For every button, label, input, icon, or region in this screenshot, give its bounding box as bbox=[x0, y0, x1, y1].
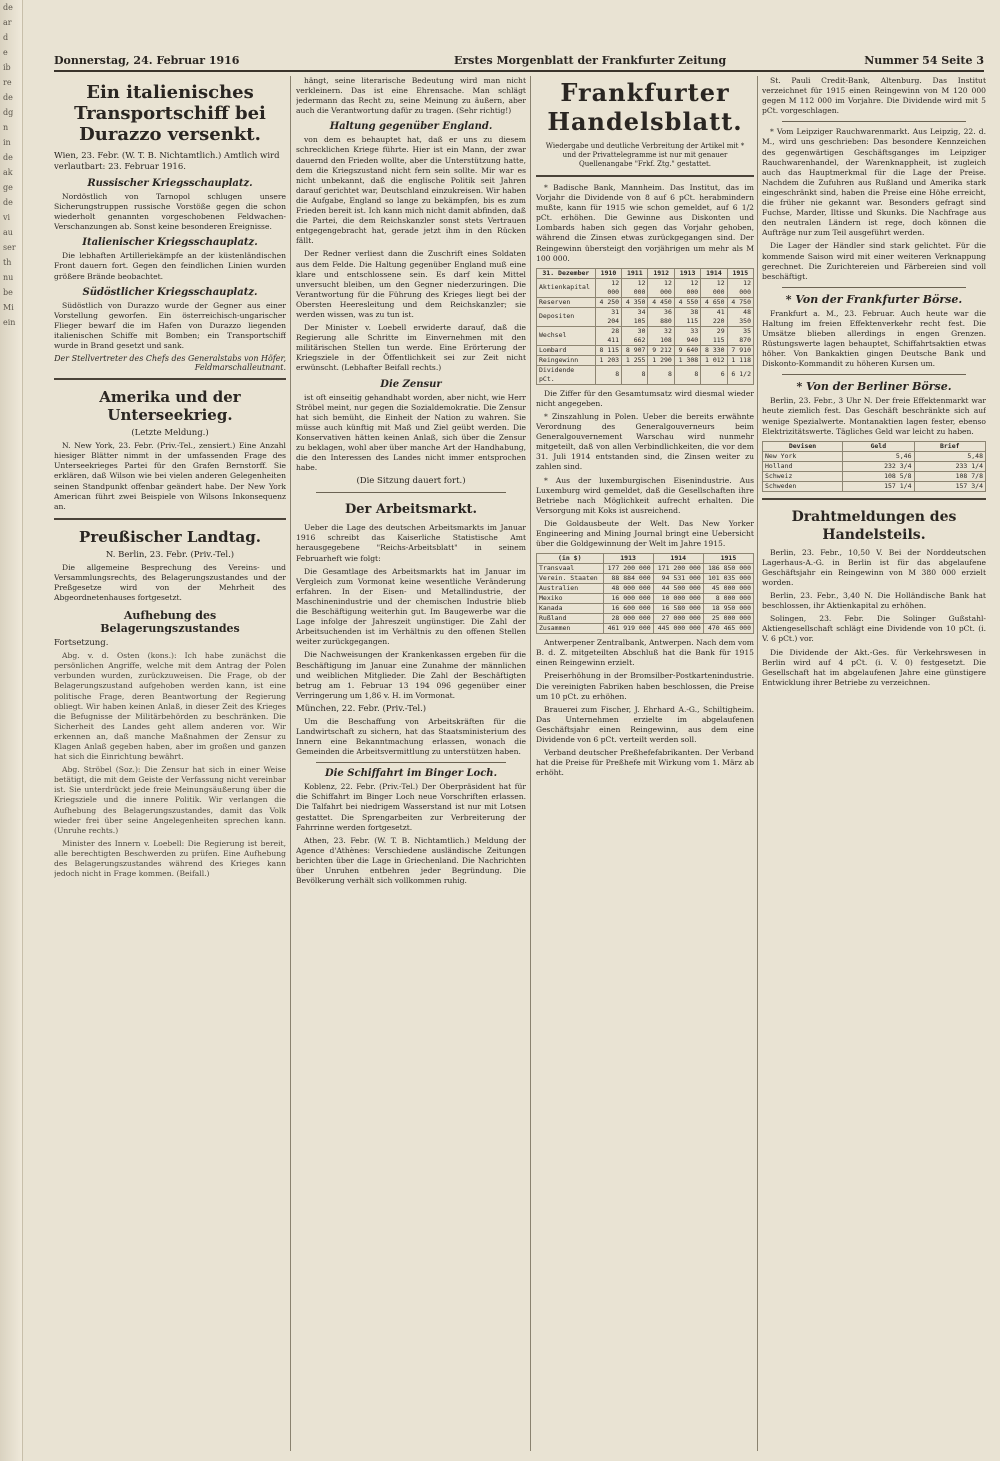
table-cell: 12 000 bbox=[648, 278, 674, 297]
table-row bbox=[537, 614, 754, 624]
newspaper-page bbox=[24, 0, 994, 1461]
gold-table bbox=[536, 553, 754, 634]
table-cell: Zusammen bbox=[537, 624, 604, 634]
table-row bbox=[537, 345, 754, 355]
table-cell: 30 662 bbox=[622, 326, 648, 345]
paragraph: Die Lager der Händler sind stark gelichtet. Für die kommende Saison wird mit einer weiteren Verknappung gerechnet. Die Zurichtereien und Färbereien sind voll beschäftigt. bbox=[762, 241, 986, 281]
header-masthead: Erstes Morgenblatt der Frankfurter Zeitung bbox=[454, 54, 727, 67]
table-cell: Australien bbox=[537, 584, 604, 594]
gutter-fragment: in bbox=[3, 138, 11, 147]
paragraph: hängt, seine literarische Bedeutung wird man nicht verkleinern. Das ist eine Ehrensache. Man schlägt jedermann das Recht zu, seine Meinung zu äußern, aber auch die Verantwortung dafür zu tragen. (Sehr richtig!) bbox=[296, 76, 526, 116]
table-row bbox=[537, 624, 754, 634]
table-cell: Wechsel bbox=[537, 326, 596, 345]
table-cell: Aktienkapital bbox=[537, 278, 596, 297]
table-header-cell: Devisen bbox=[763, 441, 843, 451]
table-cell: 16 000 000 bbox=[603, 594, 653, 604]
page-header bbox=[54, 52, 984, 72]
column-2 bbox=[296, 76, 526, 1451]
paragraph: * Badische Bank, Mannheim. Das Institut, das im Vorjahr die Dividende von 8 auf 6 pCt. herabmindern mußte, kann für 1915 wie schon gemeldet, auf 6 1/2 pCt. erhöhen. Die Gewinne aus Diskonten und Lombards haben sich gegen das Vorjahr gehoben, während die Zinsen etwas zurückgegangen sind. Der Reingewinn übersteigt den vorjährigen um mehr als M 100 000. bbox=[536, 183, 754, 263]
paragraph: Minister des Innern v. Loebell: Die Regierung ist bereit, alle berechtigten Beschwerden zu prüfen. Eine Aufhebung des Belagerungszustandes während des Krieges kann jedoch nicht in Frage kommen. (Beifall.) bbox=[54, 838, 286, 879]
table-cell: 44 500 000 bbox=[653, 584, 703, 594]
headline-america: Amerika und der Unterseekrieg. bbox=[99, 388, 241, 425]
table-cell: Kanada bbox=[537, 604, 604, 614]
table-row bbox=[763, 451, 986, 461]
table-header-cell: 31. Dezember bbox=[537, 268, 596, 278]
table-cell: 8 bbox=[648, 365, 674, 384]
gutter-fragment: au bbox=[3, 228, 13, 237]
gutter-fragment: de bbox=[3, 198, 13, 207]
table-cell: 12 000 bbox=[674, 278, 700, 297]
table-cell: 29 115 bbox=[701, 326, 727, 345]
table-cell: 470 465 000 bbox=[703, 624, 753, 634]
table-row bbox=[537, 594, 754, 604]
table-cell: 1 308 bbox=[674, 355, 700, 365]
table-row bbox=[537, 297, 754, 307]
table-cell: 10 000 000 bbox=[653, 594, 703, 604]
table-cell: 41 220 bbox=[701, 307, 727, 326]
paragraph: Der Minister v. Loebell erwiderte darauf, daß die Regierung alle Schritte im Einvernehmen mit den militärischen Stellen tun werde. Eine Erörterung der Kriegsziele in der Öffentlichkeit sei zur Zeit nicht erwünscht. (Lebhafter Beifall rechts.) bbox=[296, 323, 526, 373]
headline-transport-ship: Ein italienisches Transportschiff bei Durazzo versenkt. bbox=[74, 82, 266, 145]
header-date: Donnerstag, 24. Februar 1916 bbox=[54, 54, 240, 67]
table-header-cell: 1910 bbox=[595, 268, 621, 278]
section-heading: Haltung gegenüber England. bbox=[329, 121, 493, 133]
paragraph: von dem es behauptet hat, daß er uns zu diesem schrecklichen Kriege führte. Hier ist ein Mann, der zwar dauernd den Frieden wollte, aber die Unterstützung hatte, dem die Kriegszustand nicht fern sein sollte. Mir war es nicht unbekannt, daß die englische Politik seit Jahren darauf gerichtet war, Deutschland einzukreisen. Wir haben die Aufgabe, England so lange zu bekämpfen, bis es zum Frieden bereit ist. Ich kann mich nicht damit abfinden, daß die Partei, die dem Reichskanzler sonst stets Vertrauen entgegengebracht hat, gerade jetzt ihm in den Rücken fällt. bbox=[296, 135, 526, 246]
table-cell: 8 330 bbox=[701, 345, 727, 355]
table-row bbox=[537, 365, 754, 384]
paragraph: Die Nachweisungen der Krankenkassen ergeben für die Beschäftigung im Januar eine Zunahme der männlichen und weiblichen Mitglieder. Die Zahl der Beschäftigten betrug am 1. Februar 13 194 096 gegenüber einer Verringerung um 1,86 v. H. im Vormonat. bbox=[296, 650, 526, 700]
dateline: München, 22. Febr. (Priv.-Tel.) bbox=[296, 703, 427, 714]
table-cell: Verein. Staaten bbox=[537, 574, 604, 584]
table-row bbox=[537, 574, 754, 584]
headline-landtag: Preußischer Landtag. bbox=[79, 527, 261, 546]
paragraph: Die Gesamtlage des Arbeitsmarkts hat im Januar im Vergleich zum Vormonat keine wesentliche Veränderung erfahren. In der Eisen- und Metallindustrie, der Maschinenindustrie und der chemischen Industrie blieb die Beschäftigung weiterhin gut. Im Baugewerbe war die Lage infolge der Jahreszeit ungünstiger. Die Zahl der Arbeitsuchenden ist im Verhältnis zu den offenen Stellen weiter zurückgegangen. bbox=[296, 566, 526, 647]
table-cell: 232 3/4 bbox=[843, 461, 914, 471]
gutter-fragment: Mi bbox=[3, 303, 14, 312]
divider bbox=[782, 287, 966, 288]
table-cell: 16 600 000 bbox=[603, 604, 653, 614]
column-4 bbox=[762, 76, 986, 1451]
table-cell: 25 000 000 bbox=[703, 614, 753, 624]
paragraph: * Zinszahlung in Polen. Ueber die bereits erwähnte Verordnung des Generalgouverneurs beim Generalgouvernement Warschau wird nunmehr mitgeteilt, daß von allen Verbindlichkeiten, die vor dem 31. Juli 1914 entstanden sind, die Zinsen weiter zu zahlen sind. bbox=[536, 411, 754, 472]
table-row bbox=[537, 307, 754, 326]
paragraph: ist oft einseitig gehandhabt worden, aber nicht, wie Herr Ströbel meint, nur gegen die Sozialdemokratie. Die Zensur hat sich bemüht, die Einheit der Nation zu wahren. Sie müsse auch künftig mit Maß und Ziel geübt werden. Die Konservativen hätten keinen Anlaß, sich über die Zensur zu beklagen, wohl aber über manche Art der Handhabung, die den Interessen des Landes nicht immer entsprochen habe. bbox=[296, 392, 526, 473]
column-rule bbox=[290, 76, 291, 1451]
table-cell: 157 1/4 bbox=[843, 481, 914, 491]
paragraph: Abg. v. d. Osten (kons.): Ich habe zunächst die persönlichen Angriffe, welche mit dem Antrag der Polen verbunden wurden, zurückzuweisen. Die Frage, ob der Belagerungszustand aufgehoben werden kann, ist eine politische Frage, deren Beantwortung der Regierung obliegt. Wir haben keinen Anlaß, in dieser Zeit des Krieges die Befugnisse der Militärbehörden zu beschränken. Die Sicherheit des Landes geht allem anderen vor. Wir erkennen an, daß manche Maßnahmen der Zensur zu Klagen Anlaß gegeben haben, aber im großen und ganzen hat sich die Einrichtung bewährt. bbox=[54, 651, 286, 762]
table-cell: 4 350 bbox=[622, 297, 648, 307]
table-cell: 4 250 bbox=[595, 297, 621, 307]
table-cell: Schweiz bbox=[763, 471, 843, 481]
paragraph: Abg. Ströbel (Soz.): Die Zensur hat sich in einer Weise betätigt, die mit dem Geiste der Verfassung nicht vereinbar ist. Sie unterdrückt jede freie Meinungsäußerung über die Kriegsziele und die innere Politik. Wir verlangen die Aufhebung des Belagerungszustandes, damit das Volk wieder frei über seine Angelegenheiten sprechen kann. (Unruhe rechts.) bbox=[54, 765, 286, 835]
column-1 bbox=[54, 76, 286, 1451]
gutter-fragment: th bbox=[3, 258, 12, 267]
table-cell: Depositen bbox=[537, 307, 596, 326]
table-cell: 157 3/4 bbox=[914, 481, 985, 491]
book-gutter bbox=[0, 0, 23, 1461]
paragraph: Athen, 23. Febr. (W. T. B. Nichtamtlich.) Meldung der Agence d'Athènes: Verschiedene ausländische Zeitungen berichten über die Lage in Griechenland. Die Nachrichten über Unruhen entbehren jeder Begründung. Die Bevölkerung verhält sich vollkommen ruhig. bbox=[296, 835, 526, 886]
table-cell: 34 105 bbox=[622, 307, 648, 326]
table-cell: 108 5/8 bbox=[843, 471, 914, 481]
signature: Der Stellvertreter des Chefs des Generalstabs von Höfer, Feldmarschalleutnant. bbox=[54, 354, 286, 373]
paragraph: Antwerpener Zentralbank, Antwerpen. Nach dem vom B. d. Z. mitgeteilten Abschluß hat die Bank für 1915 einen Reingewinn erzielt. bbox=[536, 638, 754, 668]
paragraph: Nordöstlich von Tarnopol schlugen unsere Sicherungstruppen russische Vorstöße gegen die schon wiederholt genannten vorgeschobenen Feldwachen-Verschanzungen ab. Sonst keine besonderen Ereignisse. bbox=[54, 192, 286, 232]
gutter-fragment: n bbox=[3, 123, 9, 132]
paragraph: Um die Beschaffung von Arbeitskräften für die Landwirtschaft zu sichern, hat das Staatsministerium des Innern eine Bekanntmachung erlassen, wonach die Gemeinden die Arbeitsvermittlung zu unterstützen haben. bbox=[296, 716, 526, 757]
subheading: Fortsetzung. bbox=[54, 638, 109, 649]
reproduction-notice: Wiedergabe und deutliche Verbreitung der Artikel mit * und der Privattelegramme ist nur mit genauer Quellenangabe "Frkf. Ztg." gestattet. bbox=[545, 142, 745, 168]
table-cell: Transvaal bbox=[537, 564, 604, 574]
paragraph: Solingen, 23. Febr. Die Solinger Gußstahl-Aktiengesellschaft schlägt eine Dividende von 10 pCt. (i. V. 6 pCt.) vor. bbox=[762, 614, 986, 644]
paragraph: Brauerei zum Fischer, J. Ehrhard A.-G., Schiltigheim. Das Unternehmen erzielte im abgelaufenen Geschäftsjahr einen Reingewinn, aus dem eine Dividende von 6 pCt. verteilt werden soll. bbox=[536, 704, 754, 744]
section-heading: Italienischer Kriegsschauplatz. bbox=[82, 237, 258, 249]
table-cell: 108 7/8 bbox=[914, 471, 985, 481]
table-cell: 48 350 bbox=[727, 307, 753, 326]
gutter-fragment: re bbox=[3, 78, 12, 87]
gutter-fragment: ar bbox=[3, 18, 12, 27]
table-cell: 4 550 bbox=[674, 297, 700, 307]
table-cell: Mexiko bbox=[537, 594, 604, 604]
table-cell: 48 000 000 bbox=[603, 584, 653, 594]
paragraph: * Vom Leipziger Rauchwarenmarkt. Aus Leipzig, 22. d. M., wird uns geschrieben: Das besondere Kennzeichen des gegenwärtigen Geschäftsganges im Leipziger Rauchwarenhandel, der Warenknappheit, ist zugleich auch das Hauptmerkmal für die Lage der Preise. Nachdem die Zufuhren aus Rußland und Amerika stark eingeschränkt sind, haben die Preise eine Höhe erreicht, die früher nie gekannt war. Besonders gefragt sind Fuchse, Marder, Iltisse und Skunks. Die Nachfrage aus den neutralen Ländern ist rege, doch können die Aufträge nur zum Teil ausgeführt werden. bbox=[762, 127, 986, 238]
table-cell: 27 000 000 bbox=[653, 614, 703, 624]
gutter-fragment: ak bbox=[3, 168, 13, 177]
table-cell: 12 000 bbox=[701, 278, 727, 297]
paragraph: Berlin, 23. Febr., 3,40 N. Die Holländische Bank hat beschlossen, ihr Aktienkapital zu erhöhen. bbox=[762, 591, 986, 611]
table-cell: 8 bbox=[595, 365, 621, 384]
gutter-fragment: ge bbox=[3, 183, 13, 192]
table-row bbox=[763, 481, 986, 491]
divider bbox=[782, 374, 966, 375]
table-row bbox=[537, 355, 754, 365]
paragraph: Südöstlich von Durazzo wurde der Gegner aus einer Vorstellung geworfen. Ein österreichisch-ungarischer Flieger bewarf die im Hafen von Durazzo liegenden italienischen Schiffe mit Bomben; ein Transportschiff wurde in Brand gesetzt und sank. bbox=[54, 300, 286, 351]
paragraph: Berlin, 23. Febr., 10,50 V. Bei der Norddeutschen Lagerhaus-A.-G. in Berlin ist für das abgelaufene Geschäftsjahr ein Reingewinn von M 380 000 erzielt worden. bbox=[762, 547, 986, 587]
table-cell: 88 884 000 bbox=[603, 574, 653, 584]
bank-table bbox=[536, 268, 754, 385]
table-cell: 12 000 bbox=[622, 278, 648, 297]
table-cell: Reingewinn bbox=[537, 355, 596, 365]
table-cell: 5,48 bbox=[914, 451, 985, 461]
divider bbox=[316, 492, 506, 493]
table-cell: 35 870 bbox=[727, 326, 753, 345]
table-cell: 28 411 bbox=[595, 326, 621, 345]
table-cell: Reserven bbox=[537, 297, 596, 307]
table-header-row bbox=[537, 554, 754, 564]
gutter-fragment: nu bbox=[3, 273, 14, 282]
table-cell: 177 200 000 bbox=[603, 564, 653, 574]
table-header-cell: 1914 bbox=[653, 554, 703, 564]
gutter-fragment: e bbox=[3, 48, 8, 57]
table-row bbox=[763, 471, 986, 481]
paragraph: Preiserhöhung in der Bromsilber-Postkartenindustrie. Die vereinigten Fabriken haben beschlossen, die Preise um 10 pCt. zu erhöhen. bbox=[536, 671, 754, 701]
table-cell: 445 000 000 bbox=[653, 624, 703, 634]
table-header-cell: 1914 bbox=[701, 268, 727, 278]
table-cell: 1 255 bbox=[622, 355, 648, 365]
table-cell: 6 bbox=[701, 365, 727, 384]
table-cell: Schweden bbox=[763, 481, 843, 491]
divider bbox=[762, 498, 986, 500]
column-3 bbox=[536, 76, 754, 1451]
paragraph: Die lebhaften Artilleriekämpfe an der küstenländischen Front dauern fort. Gegen den feindlichen Linien wurden größere Brände beobachtet. bbox=[54, 251, 286, 281]
table-header-row bbox=[537, 268, 754, 278]
headline-arbeitsmarkt: Der Arbeitsmarkt. bbox=[344, 502, 478, 518]
table-cell: New York bbox=[763, 451, 843, 461]
table-header-cell: 1911 bbox=[622, 268, 648, 278]
table-header-cell: 1915 bbox=[727, 268, 753, 278]
gutter-fragment: d bbox=[3, 33, 9, 42]
table-cell: Rußland bbox=[537, 614, 604, 624]
table-row bbox=[763, 461, 986, 471]
table-header-cell: Brief bbox=[914, 441, 985, 451]
divider bbox=[54, 518, 286, 520]
table-cell: 461 919 000 bbox=[603, 624, 653, 634]
paragraph: Berlin, 23. Febr., 3 Uhr N. Der freie Effektenmarkt war heute ziemlich fest. Das Geschäft beschränkte sich auf wenige Spezialwerte. Montanaktien lagen fester, ebenso Elektrizitätswerte. Tägliches Geld war leicht zu haben. bbox=[762, 396, 986, 436]
section-heading: Die Zensur bbox=[380, 378, 442, 390]
handelsblatt-title: Frankfurter Handelsblatt. bbox=[547, 78, 743, 136]
table-cell: 9 212 bbox=[648, 345, 674, 355]
table-row bbox=[537, 326, 754, 345]
table-cell: 32 108 bbox=[648, 326, 674, 345]
dateline: Wien, 23. Febr. (W. T. B. Nichtamtlich.) Amtlich wird verlautbart: 23. Februar 1916. bbox=[54, 151, 280, 172]
table-cell: 1 290 bbox=[648, 355, 674, 365]
paragraph: Koblenz, 22. Febr. (Priv.-Tel.) Der Oberpräsident hat für die Schiffahrt im Binger Loch neue Vorschriften erlassen. Die Talfahrt bei niedrigem Wasserstand ist nur mit Lotsen gestattet. Die Sprengarbeiten zur Verbreiterung der Fahrrinne werden fortgesetzt. bbox=[296, 782, 526, 832]
paragraph: Der Redner verliest dann die Zuschrift eines Soldaten aus dem Felde. Die Haltung gegenüber England muß eine klare und entschlossene sein. Es darf kein Mittel unversucht bleiben, um den Gegner niederzuringen. Die Verantwortung für die Führung des Krieges liegt bei der Obersten Heeresleitung und dem Reichskanzler; sie werden wissen, was zu tun ist. bbox=[296, 249, 526, 319]
table-cell: 33 940 bbox=[674, 326, 700, 345]
gutter-fragment: ser bbox=[3, 243, 16, 252]
section-heading: * Von der Frankfurter Börse. bbox=[785, 292, 963, 306]
gutter-fragment: ib bbox=[3, 63, 11, 72]
table-row bbox=[537, 584, 754, 594]
table-header-cell: 1915 bbox=[703, 554, 753, 564]
table-cell: Holland bbox=[763, 461, 843, 471]
divider bbox=[316, 762, 506, 763]
dateline: N. Berlin, 23. Febr. (Priv.-Tel.) bbox=[105, 549, 235, 560]
table-cell: 8 115 bbox=[595, 345, 621, 355]
table-cell: 16 580 000 bbox=[653, 604, 703, 614]
table-cell: 8 907 bbox=[622, 345, 648, 355]
table-cell: 28 000 000 bbox=[603, 614, 653, 624]
devisen-table bbox=[762, 441, 986, 492]
table-header-row bbox=[763, 441, 986, 451]
table-cell: 12 000 bbox=[595, 278, 621, 297]
paragraph: Verband deutscher Preßhefefabrikanten. Der Verband hat die Preise für Preßhefe mit Wirkung vom 1. März ab erhöht. bbox=[536, 748, 754, 778]
column-rule bbox=[757, 76, 758, 1451]
paragraph: N. New York, 23. Febr. (Priv.-Tel., zensiert.) Eine Anzahl hiesiger Blätter nimmt in der umfassenden Frage des Unterseekrieges Partei für den Grafen Bernstorff. Sie erklären, daß Wilson wie bei vielen anderen Gelegenheiten seinen Standpunkt offenbar geändert habe. Der New York American führt zwei Beispiele von Wilsons Inkonsequenz an. bbox=[54, 441, 286, 511]
subheading: (Letzte Meldung.) bbox=[131, 428, 209, 439]
table-cell: Dividende pCt. bbox=[537, 365, 596, 384]
section-heading: Die Schiffahrt im Binger Loch. bbox=[324, 768, 498, 780]
divider bbox=[54, 378, 286, 380]
table-cell: 4 750 bbox=[727, 297, 753, 307]
table-cell: 45 000 000 bbox=[703, 584, 753, 594]
paragraph: Frankfurt a. M., 23. Februar. Auch heute war die Haltung im freien Effektenverkehr recht fest. Die Umsätze blieben allerdings in engen Grenzen. Rüstungswerte lagen behauptet, Schiffahrtsaktien etwas höher. Von Bankaktien gingen Deutsche Bank und Diskonto-Kommandit zu höheren Kursen um. bbox=[762, 308, 986, 369]
table-header-cell: Geld bbox=[843, 441, 914, 451]
table-cell: 6 1/2 bbox=[727, 365, 753, 384]
table-cell: 186 850 000 bbox=[703, 564, 753, 574]
table-cell: 1 203 bbox=[595, 355, 621, 365]
divider bbox=[536, 175, 754, 177]
divider bbox=[782, 121, 966, 122]
table-row bbox=[537, 278, 754, 297]
table-header-cell: 1912 bbox=[648, 268, 674, 278]
paragraph: Die Goldausbeute der Welt. Das New Yorker Engineering and Mining Journal bringt eine Uebersicht über die Goldgewinnung der Welt im Jahre 1915. bbox=[536, 518, 754, 549]
header-page-number: Nummer 54 Seite 3 bbox=[864, 54, 984, 67]
note: (Die Sitzung dauert fort.) bbox=[356, 476, 466, 487]
paragraph: Die Dividende der Akt.-Ges. für Verkehrswesen in Berlin wird auf 4 pCt. (i. V. 0) festgesetzt. Die Gesellschaft hat im abgelaufenen Jahre eine günstigere Entwicklung ihrer Betriebe zu verzeichnen. bbox=[762, 647, 986, 687]
gutter-fragment: de bbox=[3, 3, 13, 12]
table-cell: 8 000 000 bbox=[703, 594, 753, 604]
table-cell: 4 650 bbox=[701, 297, 727, 307]
headline-drahtmeldungen: Drahtmeldungen des Handelsteils. bbox=[791, 508, 957, 543]
paragraph: St. Pauli Credit-Bank, Altenburg. Das Institut verzeichnet für 1915 einen Reingewinn von M 120 000 gegen M 112 000 im Vorjahre. Die Dividende wird mit 5 pCt. vorgeschlagen. bbox=[762, 76, 986, 116]
section-heading: * Von der Berliner Börse. bbox=[796, 380, 952, 394]
table-cell: 7 910 bbox=[727, 345, 753, 355]
gutter-fragment: de bbox=[3, 93, 13, 102]
table-cell: 94 531 000 bbox=[653, 574, 703, 584]
paragraph: Ueber die Lage des deutschen Arbeitsmarkts im Januar 1916 schreibt das Kaiserliche Statistische Amt herausgegebene "Reichs-Arbeitsblatt" in seinem Februarheft wie folgt: bbox=[296, 523, 526, 563]
paragraph: * Aus der luxemburgischen Eisenindustrie. Aus Luxemburg wird gemeldet, daß die Gesellschaften ihre Betriebe nach Möglichkeit aufrecht erhalten. Die Versorgung mit Koks ist ausreichend. bbox=[536, 475, 754, 515]
table-cell: 233 1/4 bbox=[914, 461, 985, 471]
table-cell: 1 012 bbox=[701, 355, 727, 365]
gutter-fragment: ein bbox=[3, 318, 16, 327]
table-cell: 171 200 000 bbox=[653, 564, 703, 574]
gutter-fragment: be bbox=[3, 288, 13, 297]
table-cell: 18 950 000 bbox=[703, 604, 753, 614]
gutter-fragment: dg bbox=[3, 108, 14, 117]
table-header-cell: 1913 bbox=[603, 554, 653, 564]
table-cell: 9 640 bbox=[674, 345, 700, 355]
table-header-cell: 1913 bbox=[674, 268, 700, 278]
table-header-cell: (in $) bbox=[537, 554, 604, 564]
section-heading: Südöstlicher Kriegsschauplatz. bbox=[82, 286, 258, 298]
table-cell: 101 035 000 bbox=[703, 574, 753, 584]
paragraph: Die allgemeine Besprechung des Vereins- und Versammlungsrechts, des Belagerungszustandes und der Preßgesetze wird von der Mehrheit des Abgeordnetenhauses fortgesetzt. bbox=[54, 562, 286, 603]
table-cell: 5,46 bbox=[843, 451, 914, 461]
table-cell: 31 204 bbox=[595, 307, 621, 326]
table-cell: 8 bbox=[674, 365, 700, 384]
paragraph: Die Ziffer für den Gesamtumsatz wird diesmal wieder nicht angegeben. bbox=[536, 388, 754, 408]
gutter-fragment: vi bbox=[3, 213, 11, 222]
table-row bbox=[537, 604, 754, 614]
table-cell: 8 bbox=[622, 365, 648, 384]
column-rule bbox=[530, 76, 531, 1451]
gutter-fragment: de bbox=[3, 153, 13, 162]
headline-belagerung: Aufhebung des Belagerungszustandes bbox=[100, 609, 240, 636]
table-cell: 12 000 bbox=[727, 278, 753, 297]
table-row bbox=[537, 564, 754, 574]
table-cell: 38 115 bbox=[674, 307, 700, 326]
table-cell: 1 118 bbox=[727, 355, 753, 365]
table-cell: 4 450 bbox=[648, 297, 674, 307]
table-cell: Lombard bbox=[537, 345, 596, 355]
section-heading: Russischer Kriegsschauplatz. bbox=[87, 178, 253, 189]
table-cell: 36 880 bbox=[648, 307, 674, 326]
